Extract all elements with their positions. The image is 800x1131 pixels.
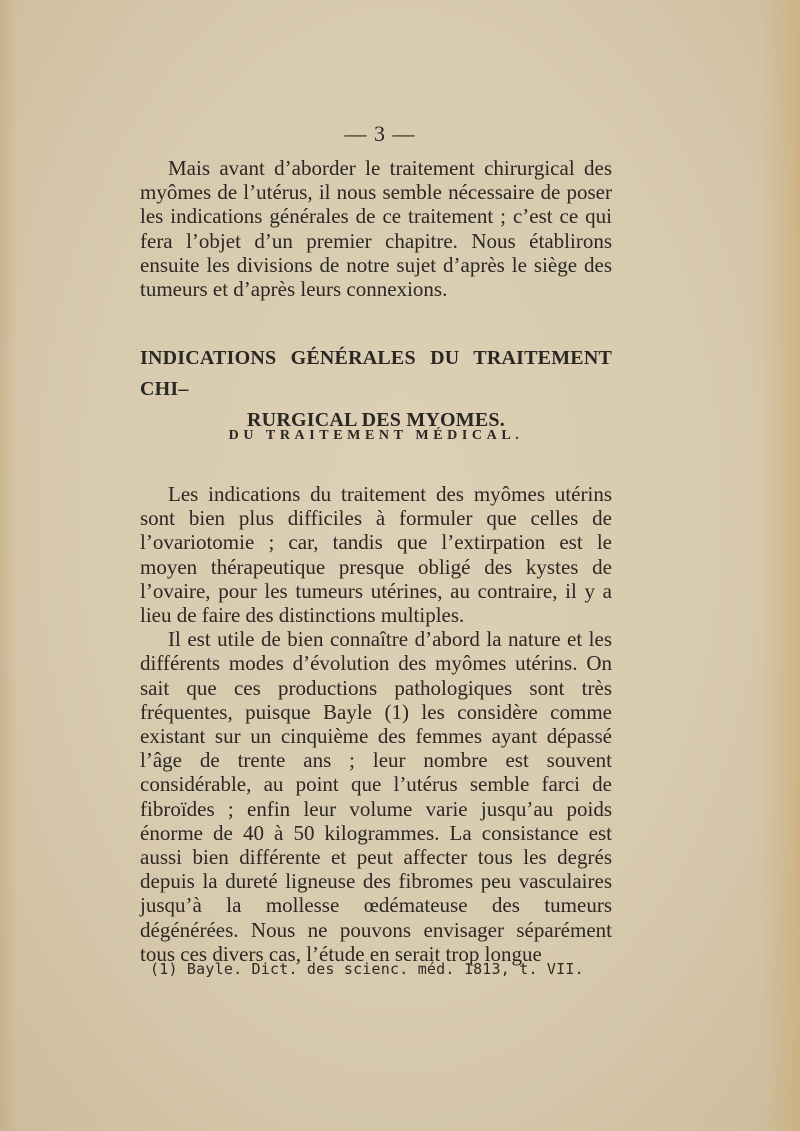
section-heading [140, 343, 612, 436]
body-text-block [140, 482, 612, 966]
section-heading-line-1: INDICATIONS GÉNÉRALES DU TRAITEMENT CHI– [140, 347, 612, 400]
page-number: — 3 — [344, 121, 416, 146]
body-paragraph-2: Il est utile de bien connaître d’abord la nature et les différents modes d’évolution des myômes utérins. On sait que ces productions pathologiques sont très fréquentes, puisque Bayle (1) les considère comme existant sur un cinquième des femmes ayant dépassé l’âge de trente ans ; leur nombre est souvent considérable, au point que l’utérus semble farci de fibroïdes ; enfin leur volume varie jusqu’au poids énorme de 40 à 50 kilogrammes. La consistance est aussi bien différente et peut affecter tous les degrés depuis la dureté ligneuse des fibromes peu vasculaires jusqu’à la mollesse œdémateuse des tumeurs dégénérées. Nous ne pouvons envisager séparément tous ces divers cas, l’étude en serait trop longue [140, 627, 612, 966]
footnote: (1) Bayle. Dict. des scienc. méd. 1813, t. VII. [150, 960, 584, 978]
section-subheading: DU TRAITEMENT MÉDICAL. [228, 428, 524, 443]
page-edge-shadow-right [760, 0, 800, 1131]
page-edge-shadow-left [0, 0, 18, 1131]
intro-paragraph-block [140, 156, 612, 301]
body-paragraph-1: Les indications du traitement des myômes utérins sont bien plus difficiles à formuler que celles de l’ovariotomie ; car, tandis que l’extirpation est le moyen thérapeutique presque obligé des kystes de l’ovaire, pour les tumeurs utérines, au contraire, il y a lieu de faire des distinctions multiples. [140, 482, 612, 628]
section-heading-line-2: RURGICAL DES MYOMES. [247, 409, 505, 431]
intro-paragraph: Mais avant d’aborder le traitement chirurgical des myômes de l’utérus, il nous semble nécessaire de poser les indications générales de ce traitement ; c’est ce qui fera l’objet d’un premier chapitre. Nous établirons ensuite les divisions de notre sujet d’après le siège des tumeurs et d’après leurs connexions. [140, 156, 612, 302]
